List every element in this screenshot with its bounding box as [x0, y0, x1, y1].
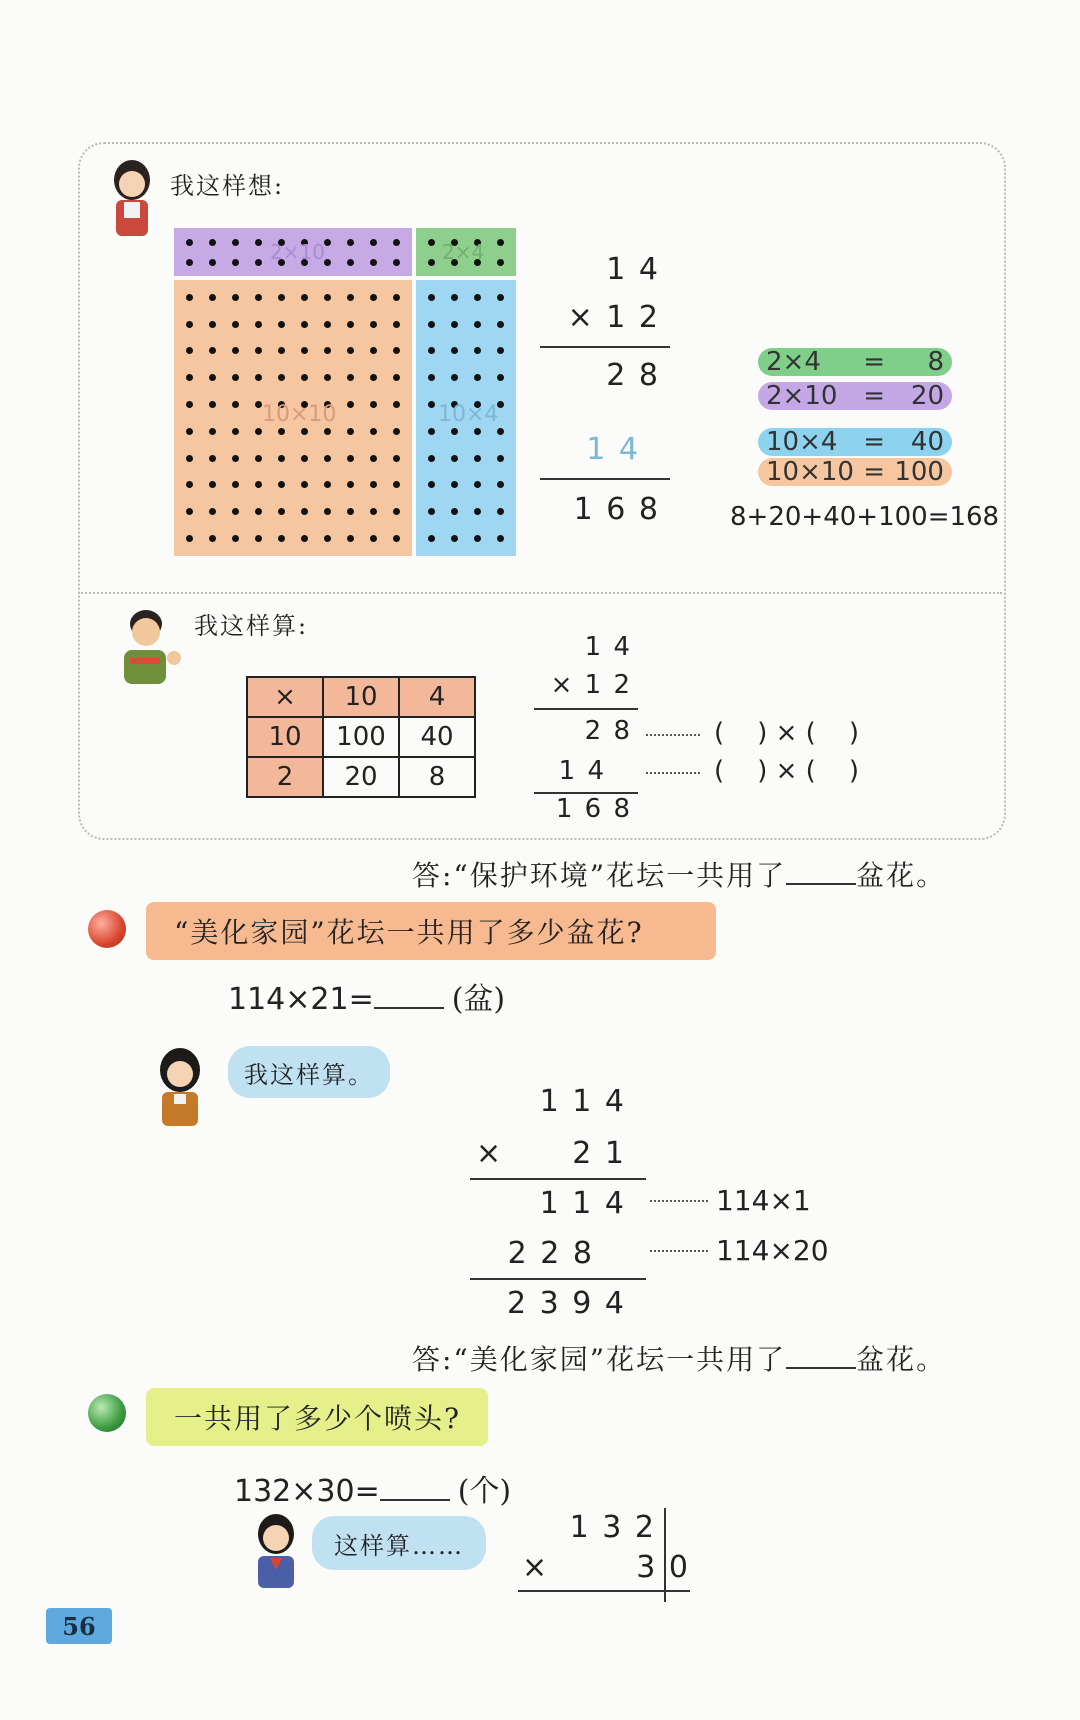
dot [255, 374, 262, 381]
sum-line: 8+20+40+100=168 [730, 502, 1000, 532]
dot [324, 294, 331, 301]
page-number: 56 [46, 1608, 112, 1644]
table-cell: 4 [399, 677, 475, 717]
dot [474, 481, 481, 488]
question2-equation: 114×21= (盆) [228, 982, 506, 1017]
table-cell: 10 [323, 677, 399, 717]
dot [428, 239, 435, 246]
dot [186, 259, 193, 266]
pill-10x4: 10×4 = 40 [758, 428, 952, 456]
girl-avatar-icon [104, 158, 160, 240]
dot [255, 347, 262, 354]
dot [324, 239, 331, 246]
calc-label: 我这样算: [194, 612, 309, 640]
dot [186, 294, 193, 301]
vm1-multiplier: × 1 2 [567, 300, 660, 335]
label-10x4: 10×4 [438, 402, 499, 427]
dot [451, 535, 458, 542]
multiplication-table [246, 676, 476, 798]
vm3-partial2: 2 2 8 [507, 1236, 594, 1271]
dot [186, 239, 193, 246]
dotted-leader [650, 1250, 708, 1252]
dot [474, 294, 481, 301]
dot [497, 321, 504, 328]
thought-label: 我这样想: [170, 172, 285, 200]
dot [451, 294, 458, 301]
dot [186, 428, 193, 435]
dot [209, 294, 216, 301]
dot [497, 347, 504, 354]
dot [497, 535, 504, 542]
dot [278, 535, 285, 542]
dot [255, 239, 262, 246]
dot [347, 239, 354, 246]
dot [347, 259, 354, 266]
question3-equation: 132×30= (个) [234, 1474, 512, 1509]
dot [255, 321, 262, 328]
table-cell: 100 [323, 717, 399, 757]
boy-avatar-icon [116, 606, 184, 688]
dot [474, 455, 481, 462]
dot [497, 455, 504, 462]
dot [393, 401, 400, 408]
dot [451, 455, 458, 462]
dotted-leader [650, 1200, 708, 1202]
vm4-line1 [518, 1590, 690, 1592]
place-value-rule [664, 1508, 666, 1602]
vm2-multiplier: × 1 2 [550, 670, 632, 700]
vm3-sign: × [476, 1136, 502, 1171]
dot [209, 321, 216, 328]
dot [428, 508, 435, 515]
dot [301, 535, 308, 542]
vm3-partial1: 1 1 4 [539, 1186, 626, 1221]
dot [255, 508, 262, 515]
dot [474, 508, 481, 515]
dot [209, 481, 216, 488]
dot [370, 374, 377, 381]
dot [186, 374, 193, 381]
question2-blank[interactable] [374, 987, 444, 1009]
speech-bubble: 这样算…… [312, 1516, 486, 1570]
dot [324, 259, 331, 266]
vm3-top: 1 1 4 [539, 1084, 626, 1119]
answer2-blank[interactable] [786, 1347, 856, 1369]
table-cell: 10 [247, 717, 323, 757]
answer1: 答:“保护环境”花坛一共用了 盆花。 [412, 859, 947, 892]
dot [232, 239, 239, 246]
question2-banner: “美化家园”花坛一共用了多少盆花? [146, 902, 716, 960]
dot [393, 347, 400, 354]
dot [497, 239, 504, 246]
dot [474, 374, 481, 381]
dot [301, 481, 308, 488]
dot [301, 294, 308, 301]
table-cell: × [247, 677, 323, 717]
dot [428, 535, 435, 542]
dot [301, 508, 308, 515]
dot [186, 535, 193, 542]
dot [255, 294, 262, 301]
dot [347, 294, 354, 301]
question3-blank[interactable] [380, 1479, 450, 1501]
dot [209, 535, 216, 542]
dot [474, 347, 481, 354]
dot [393, 508, 400, 515]
dot [347, 508, 354, 515]
dot [324, 321, 331, 328]
dot [186, 508, 193, 515]
dot [232, 481, 239, 488]
dot [428, 481, 435, 488]
speech-bubble: 我这样算。 [228, 1046, 390, 1098]
frame-divider [78, 592, 1002, 594]
dot [255, 428, 262, 435]
vm2-top: 1 4 [584, 632, 632, 662]
dot [451, 428, 458, 435]
table-cell: 8 [399, 757, 475, 797]
vm2-partial1: 2 8 [584, 716, 632, 746]
dot [278, 374, 285, 381]
dot [209, 259, 216, 266]
dot [497, 508, 504, 515]
vm1-partial2: 1 4 [586, 432, 640, 467]
dot [324, 455, 331, 462]
dot [393, 374, 400, 381]
dot [232, 508, 239, 515]
dot [451, 347, 458, 354]
dotted-leader [646, 772, 700, 774]
dot [347, 455, 354, 462]
vm1-result: 1 6 8 [573, 492, 660, 527]
dot [186, 401, 193, 408]
label-2x4: 2×4 [442, 240, 485, 264]
dot [232, 347, 239, 354]
dot [370, 259, 377, 266]
dot [428, 321, 435, 328]
dot [324, 508, 331, 515]
dot [474, 321, 481, 328]
dot [370, 481, 377, 488]
dot [301, 347, 308, 354]
green-ball-icon [88, 1394, 126, 1432]
dot [255, 455, 262, 462]
dot [474, 535, 481, 542]
dot [186, 455, 193, 462]
dot [301, 428, 308, 435]
dot [186, 481, 193, 488]
vm3-line2 [470, 1278, 646, 1280]
vm2-result: 1 6 8 [555, 794, 632, 824]
blank-pair-2[interactable]: ( ) × ( ) [714, 756, 860, 786]
dot [324, 535, 331, 542]
vm1-line2 [540, 478, 670, 480]
dot [347, 321, 354, 328]
dot [232, 321, 239, 328]
dot [232, 535, 239, 542]
vm3-multiplier: 2 1 [572, 1136, 626, 1171]
question3-banner: 一共用了多少个喷头? [146, 1388, 488, 1446]
dot [347, 535, 354, 542]
table-row [247, 717, 475, 757]
dot [209, 239, 216, 246]
dot [186, 347, 193, 354]
dot [232, 294, 239, 301]
dot [301, 374, 308, 381]
table-row [247, 757, 475, 797]
dot [278, 481, 285, 488]
vm1-top: 1 4 [606, 252, 660, 287]
dot [428, 455, 435, 462]
dot [209, 401, 216, 408]
dot [497, 428, 504, 435]
dot [428, 347, 435, 354]
dot [232, 401, 239, 408]
dot [209, 428, 216, 435]
dot [301, 321, 308, 328]
dot [393, 239, 400, 246]
girl-avatar-icon [248, 1512, 306, 1592]
dot [451, 481, 458, 488]
dot [451, 508, 458, 515]
dot [255, 259, 262, 266]
dot [370, 401, 377, 408]
dot [370, 239, 377, 246]
dot [393, 428, 400, 435]
dotted-leader [646, 734, 700, 736]
dot [278, 455, 285, 462]
dot [255, 401, 262, 408]
vm1-line1 [540, 346, 670, 348]
pill-10x10: 10×10 = 100 [758, 458, 952, 486]
dot [393, 259, 400, 266]
vm4-sign: × [522, 1550, 548, 1585]
dot [428, 294, 435, 301]
dot [497, 294, 504, 301]
dot [428, 428, 435, 435]
dot [393, 321, 400, 328]
dot [209, 455, 216, 462]
dot [278, 321, 285, 328]
dot [278, 347, 285, 354]
dot [324, 347, 331, 354]
dot [393, 481, 400, 488]
dot [451, 321, 458, 328]
pill-2x10: 2×10 = 20 [758, 382, 952, 410]
dot [347, 347, 354, 354]
vm4-top: 1 3 2 [569, 1510, 656, 1545]
vm2-partial2: 1 4 [558, 756, 606, 786]
dot [393, 535, 400, 542]
dot [301, 455, 308, 462]
dot [324, 374, 331, 381]
table-row [247, 677, 475, 717]
blank-pair-1[interactable]: ( ) × ( ) [714, 718, 860, 748]
dot [209, 374, 216, 381]
dot [324, 481, 331, 488]
dot [255, 535, 262, 542]
dot [393, 455, 400, 462]
dot [255, 481, 262, 488]
dot [347, 374, 354, 381]
dot [232, 374, 239, 381]
dot [209, 508, 216, 515]
girl-avatar-icon [152, 1046, 210, 1130]
dot [278, 428, 285, 435]
dot [209, 347, 216, 354]
vm3-line1 [470, 1178, 646, 1180]
dot [232, 259, 239, 266]
dot [428, 374, 435, 381]
dot [393, 294, 400, 301]
dot [370, 455, 377, 462]
dot [451, 374, 458, 381]
dot [497, 259, 504, 266]
dot [370, 535, 377, 542]
note-114x1: 114×1 [716, 1184, 811, 1217]
dot [347, 428, 354, 435]
dot [324, 428, 331, 435]
label-2x10: 2×10 [270, 240, 325, 264]
dot [232, 428, 239, 435]
dot [370, 321, 377, 328]
red-ball-icon [88, 910, 126, 948]
dot [370, 428, 377, 435]
dot [347, 401, 354, 408]
vm2-line1 [534, 708, 638, 710]
dot [474, 428, 481, 435]
dot [428, 259, 435, 266]
dot [186, 321, 193, 328]
dot [232, 455, 239, 462]
answer2: 答:“美化家园”花坛一共用了 盆花。 [412, 1343, 947, 1376]
answer1-blank[interactable] [786, 863, 856, 885]
dot [370, 508, 377, 515]
vm4-multiplier: 3 0 [636, 1550, 690, 1585]
dot [497, 374, 504, 381]
dot [370, 294, 377, 301]
dot [278, 294, 285, 301]
table-cell: 2 [247, 757, 323, 797]
dot [428, 401, 435, 408]
table-cell: 20 [323, 757, 399, 797]
table-cell: 40 [399, 717, 475, 757]
dot [497, 481, 504, 488]
dot [347, 481, 354, 488]
vm1-partial1: 2 8 [606, 358, 660, 393]
vm3-result: 2 3 9 4 [507, 1286, 626, 1321]
dot [370, 347, 377, 354]
note-114x20: 114×20 [716, 1234, 829, 1267]
label-10x10: 10×10 [262, 402, 337, 427]
dot [278, 508, 285, 515]
pill-2x4: 2×4 = 8 [758, 348, 952, 376]
